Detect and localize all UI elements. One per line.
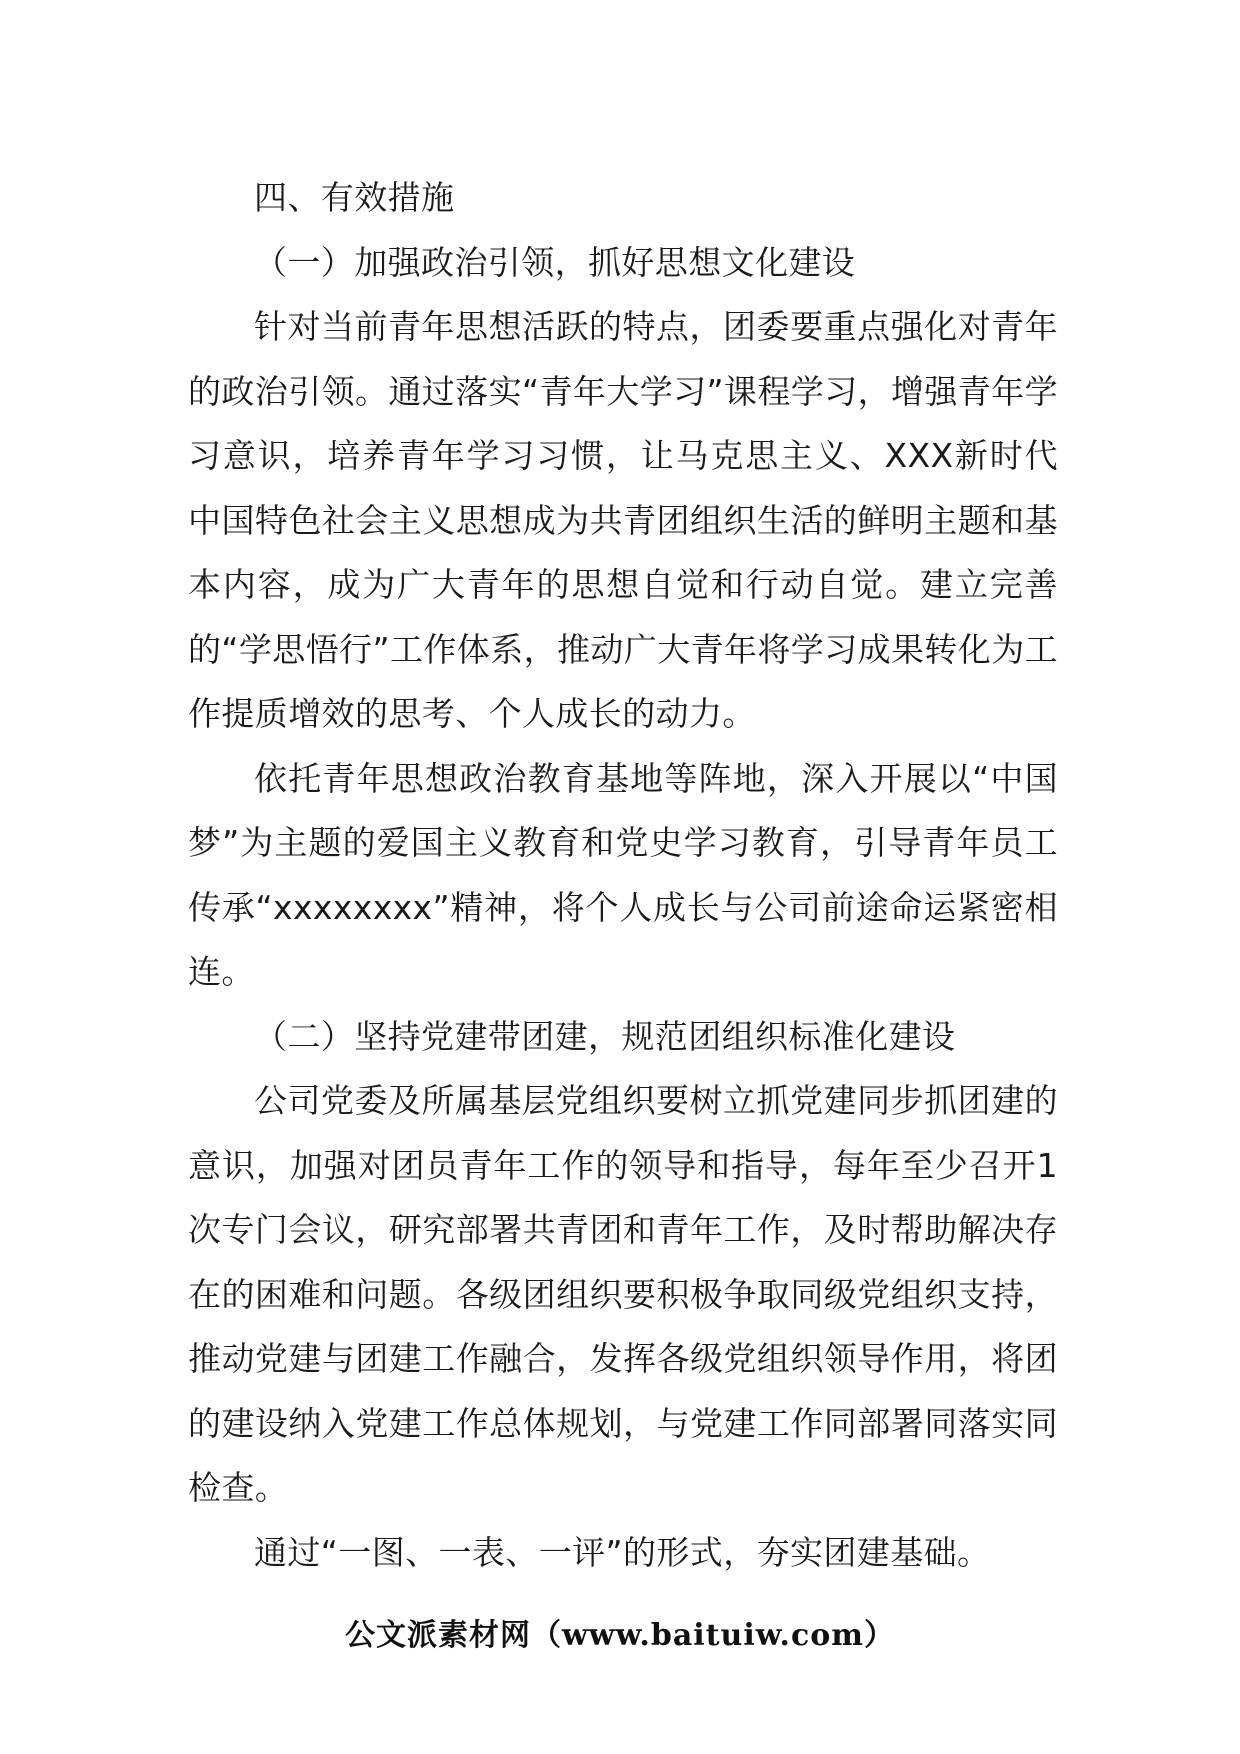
paragraph-1: 针对当前青年思想活跃的特点，团委要重点强化对青年的政治引领。通过落实“青年大学习”课程学习，增强青年学习意识，培养青年学习习惯，让马克思主义、XXX新时代中国特色社会主义思想成为共青团组织生活的鲜明主题和基本内容，成为广大青年的思想自觉和行动自觉。建立完善的“学思悟行”工作体系，推动广大青年将学习成果转化为工作提质增效的思考、个人成长的动力。 — [188, 307, 1058, 733]
footer-watermark: 公文派素材网（www.baituiw.com） — [344, 1618, 896, 1653]
subsection-heading-2: （二）坚持党建带团建，规范团组织标准化建设 — [254, 1016, 956, 1056]
paragraph-3: 公司党委及所属基层党组织要树立抓党建同步抓团建的意识，加强对团员青年工作的领导和指导，每年至少召开1次专门会议，研究部署共青团和青年工作，及时帮助解决存在的困难和问题。各级团组织要积极争取同级党组织支持，推动党建与团建工作融合，发挥各级党组织领导作用，将团的建设纳入党建工作总体规划，与党建工作同部署同落实同检查。 — [188, 1081, 1058, 1507]
section-heading: 四、有效措施 — [254, 178, 455, 217]
subsection-heading-1: （一）加强政治引领，抓好思想文化建设 — [254, 242, 856, 282]
paragraph-4: 通过“一图、一表、一评”的形式，夯实团建基础。 — [254, 1532, 991, 1572]
document-body — [188, 166, 1058, 1585]
paragraph-2: 依托青年思想政治教育基地等阵地，深入开展以“中国梦”为主题的爱国主义教育和党史学习教育，引导青年员工传承“xxxxxxxx”精神，将个人成长与公司前途命运紧密相连。 — [188, 758, 1058, 991]
